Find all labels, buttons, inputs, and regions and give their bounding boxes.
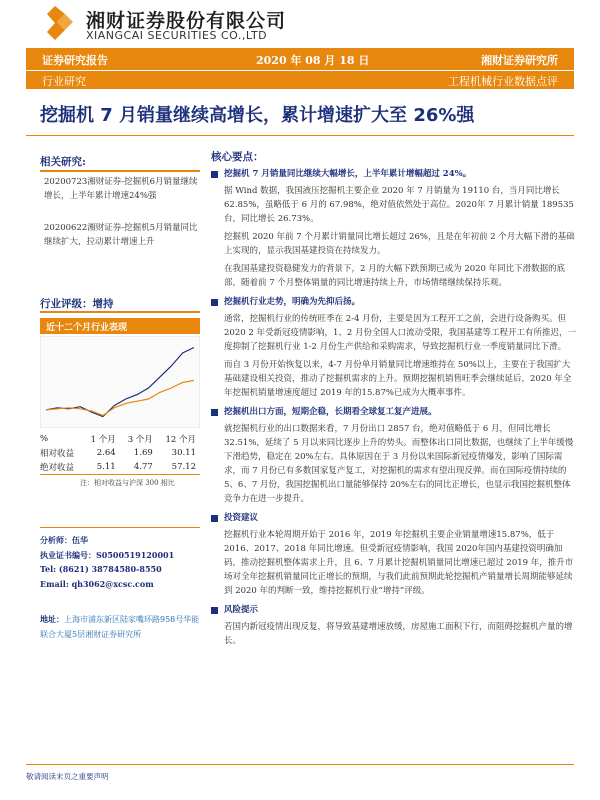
license-number: 执业证书编号：S0500519120001: [40, 549, 175, 560]
section-paragraph: 而自 3 月份开始恢复以来，4-7 月份单月销量同比增速维持在 50%以上，主要在于我国扩大基础建设相关投资，推动了挖掘机需求的上升。预期挖掘机销售旺季会继续延后，2020 年全年挖掘机销量增速度超过 2019 年的15.87%已成为大概率事件。: [224, 360, 572, 398]
section-heading: 挖掘机行业走势，明确为先抑后扬。: [211, 296, 581, 308]
table-header-cell: 12 个月: [165, 435, 196, 445]
table-cell: 5.11: [96, 462, 116, 472]
section-heading: 挖掘机 7 月销量同比继续大幅增长，上半年累计增幅超过 24%。: [211, 168, 581, 180]
table-header-cell: 3 个月: [127, 435, 153, 445]
table-cell: 相对收益: [40, 449, 75, 459]
bullet-square-icon: [211, 515, 218, 522]
table-divider: [40, 474, 200, 475]
section-heading: 风险提示: [211, 604, 581, 616]
main-content: [211, 164, 581, 648]
email-link[interactable]: Email: qh3062@xcsc.com: [40, 578, 154, 589]
phone-number: Tel: (8621) 38784580-8550: [40, 564, 162, 574]
industry-rating: 行业评级：增持: [40, 298, 114, 310]
rating-divider: [40, 311, 200, 313]
table-cell: 4.77: [133, 462, 153, 472]
section-paragraph: 据 Wind 数据，我国液压挖掘机主要企业 2020 年 7 月销量为 19110 台，当月同比增长 62.85%，虽略低于 6 月的 67.98%，绝对值依然处于高位。2020年 7 月累计销量 189535 台，同比增长 26.73%。: [224, 186, 574, 224]
footer-divider: [26, 764, 574, 765]
section-paragraph: 通常，挖掘机行业的传统旺季在 2-4 月份，主要是因为工程开工之前，会进行设备购买。但 2020 2 年受新冠疫情影响，1、2 月份全国人口流动受限，我国基建等工程开工有所推迟，一度抑制了挖掘机行业 1-2 月份生产供给和采购需求，导致挖掘机行业一季度销量同比下滑。: [224, 314, 576, 352]
performance-chart: [40, 336, 200, 428]
table-header-cell: %: [40, 434, 49, 444]
address-label: 地址：: [40, 614, 64, 624]
table-row: [40, 446, 200, 460]
table-cell: 30.11: [171, 448, 196, 458]
table-note: 注：相对收益与沪深 300 相比: [80, 479, 175, 487]
key-points-title: 核心要点：: [211, 151, 264, 163]
section-paragraph: 若国内新冠疫情出现反复，将导致基建增速放缓，房屋施工面积下行，而阻碍挖掘机产量的增长。: [224, 622, 573, 646]
table-cell: 57.12: [171, 462, 196, 472]
header-bar-bottom: [26, 71, 574, 89]
related-item[interactable]: 20200622湘财证券-挖掘机5月销量同比继续扩大，拉动累计增速上升: [44, 223, 198, 247]
related-divider: [40, 170, 200, 172]
related-research-title: 相关研究:: [40, 156, 86, 168]
table-row: [40, 460, 200, 474]
report-type: 证券研究报告: [42, 54, 108, 67]
contact-divider: [40, 527, 200, 528]
table-cell: 1.69: [133, 448, 153, 458]
page-title: 挖掘机 7 月销量继续高增长，累计增速扩大至 26%强: [40, 105, 475, 126]
header-bar-top: [26, 48, 574, 70]
section-paragraph: 在我国基建投资稳健发力的背景下，2 月的大幅下跌预期已成为 2020 年同比下滑数据的底部，随着前 7 个月整体销量的同比增速持续上升，市场情绪继续保持乐观。: [224, 264, 566, 288]
section-paragraph: 就挖掘机行业的出口数据来看，7 月份出口 2857 台，绝对值略低于 6 月，但同比增长 32.51%，延续了 5 月以来同比逐步上升的势头。而整体出口同比数据，也继续了上半年缓慢下滑趋势，稳定在 20%左右。具体原因在于 3 月份以来国际新冠疫情爆发，影响了国际需求，而 7 月份已有多数国家复产复工，对挖掘机的需求有望出现反弹。而在国际疫情持续的 5、6、7 月份，我国挖掘机出口量能够保持 20%左右的同比正增长，也显示我国挖掘机整体竞争力在进一步提升。: [224, 424, 574, 504]
table-header-cell: 1 个月: [90, 435, 116, 445]
address-text: 上海市浦东新区陆家嘴环路958号华能联合大厦5层湘财证券研究所: [40, 615, 200, 639]
performance-title: 近十二个月行业表现: [40, 318, 200, 334]
address-block: [40, 612, 200, 642]
report-date: 2020 年 08 月 18 日: [256, 54, 370, 67]
table-cell: 2.64: [96, 448, 116, 458]
footer-disclaimer[interactable]: 敬请阅读末页之重要声明: [26, 772, 109, 781]
bullet-square-icon: [211, 409, 218, 416]
section-paragraph: 挖掘机行业本轮周期开始于 2016 年，2019 年挖掘机主要企业销量增速15.87%，低于 2016、2017、2018 年同比增速。但受新冠疫情影响，我国 2020年国内基建投资明确加码，推动挖掘机整体需求上升，且 6、7 月累计挖掘机销量同比增速已超过 2019 年，推升市场对全年挖掘机销量同比正增长的预期，与我们此前预期此轮挖掘机产销量增长周期能够延续到 2020 年的判断一致，维持挖掘机行业“增持”评级。: [224, 530, 574, 596]
bullet-square-icon: [211, 171, 218, 178]
related-item[interactable]: 20200723湘财证券-挖掘机6月销量继续增长，上半年累计增速24%强: [44, 177, 198, 201]
table-cell: 绝对收益: [40, 463, 75, 473]
company-name-cn: 湘财证券股份有限公司: [86, 10, 287, 32]
section-heading: 投资建议: [211, 512, 581, 524]
chart-frame: [40, 336, 200, 428]
analyst-name: 分析师：伍华: [40, 535, 88, 545]
analyst-contact: [40, 533, 205, 591]
bullet-square-icon: [211, 299, 218, 306]
report-series: 工程机械行业数据点评: [448, 75, 558, 88]
institute-name: 湘财证券研究所: [481, 54, 558, 67]
bullet-square-icon: [211, 607, 218, 614]
report-category: 行业研究: [42, 75, 86, 88]
company-logo-icon: [45, 6, 75, 40]
section-heading: 挖掘机出口方面，短期企稳，长期看全球复工复产进展。: [211, 406, 581, 418]
performance-table: [40, 432, 200, 474]
title-divider: [26, 135, 574, 136]
company-name-en: XIANGCAI SECURITIES CO.,LTD: [86, 29, 268, 42]
table-header-row: [40, 432, 200, 446]
section-paragraph: 挖掘机 2020 年前 7 个月累计销量同比增长超过 26%，且是在年初前 2 个月大幅下滑的基础上实现的，显示我国基建投资在持续发力。: [224, 232, 575, 256]
